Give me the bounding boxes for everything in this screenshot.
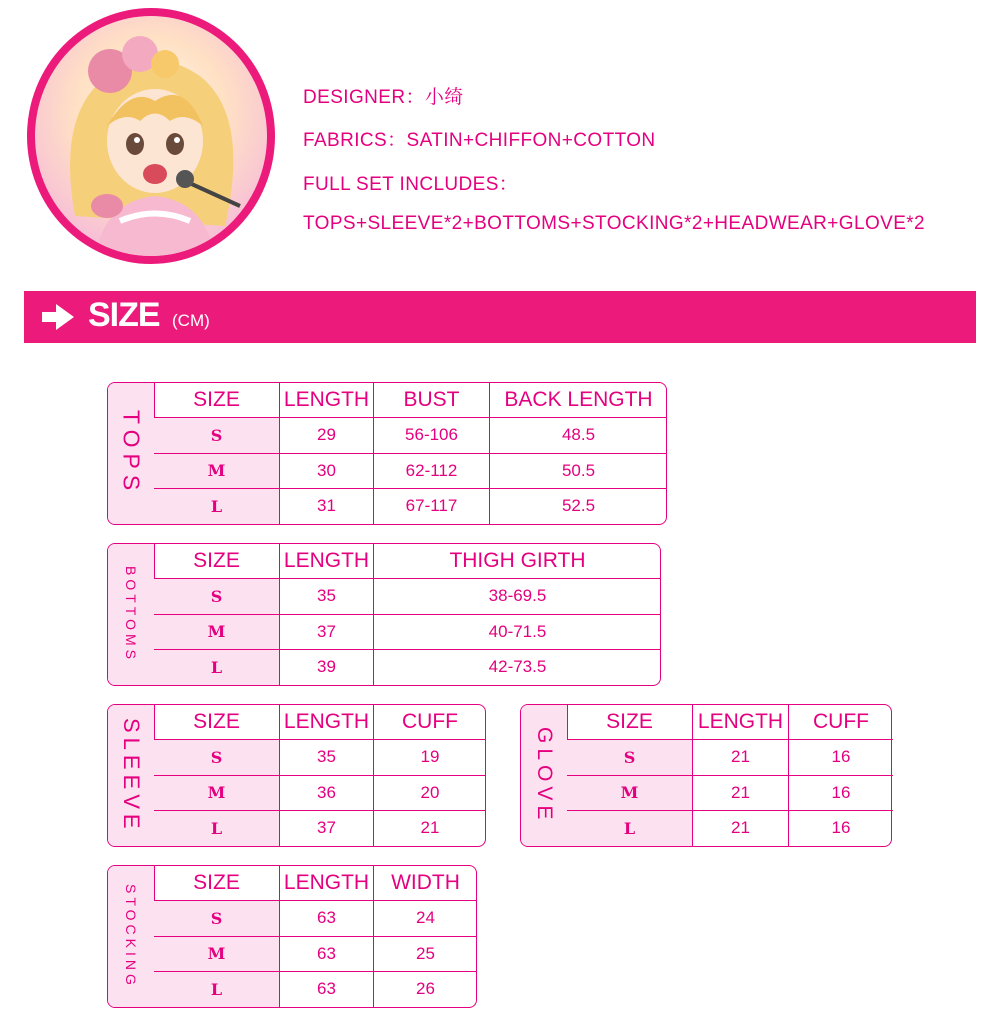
column-header: BUST — [374, 383, 490, 418]
column-header: SIZE — [567, 705, 693, 740]
table-cell: 39 — [280, 650, 374, 685]
column-header: LENGTH — [280, 866, 374, 901]
column-header: CUFF — [374, 705, 486, 740]
table-cell: 16 — [789, 740, 893, 775]
table-cell: 25 — [374, 937, 477, 972]
character-illustration — [35, 16, 267, 256]
table-cell: 36 — [280, 776, 374, 811]
table-cell: 52.5 — [561, 496, 596, 516]
table-cell: 37 — [280, 811, 374, 846]
column-header: SIZE — [154, 866, 280, 901]
glove-size-table — [520, 704, 892, 847]
size-cell: S — [154, 418, 280, 453]
set-items-text: TOPS+SLEEVE*2+BOTTOMS+STOCKING*2+HEADWEAR+GLOVE*2 — [303, 213, 926, 234]
size-cell: S — [154, 740, 280, 775]
size-cell: L — [154, 650, 280, 685]
table-cell: 21 — [693, 776, 789, 811]
table-cell: 38-69.5 — [374, 579, 661, 614]
glove-table-label: GLOVE — [521, 705, 568, 846]
size-cell: S — [154, 901, 280, 936]
size-cell: S — [567, 740, 693, 775]
column-header: SIZE — [154, 705, 280, 740]
table-cell: 35 — [280, 740, 374, 775]
table-cell: 63 — [280, 972, 374, 1007]
table-cell: 63 — [280, 937, 374, 972]
table-cell: 21 — [693, 740, 789, 775]
tops-size-table — [107, 382, 667, 525]
size-cell: L — [154, 972, 280, 1007]
table-cell: 21 — [693, 811, 789, 846]
column-header: LENGTH — [280, 544, 374, 579]
table-cell: 62-112 — [374, 454, 490, 489]
column-header: SIZE — [154, 383, 280, 418]
size-banner — [24, 291, 976, 343]
column-header: THIGH GIRTH — [374, 544, 661, 579]
table-cell: 21 — [420, 818, 440, 838]
sleeve-table-label: SLEEVE — [108, 705, 155, 846]
size-cell: L — [567, 811, 693, 846]
size-cell: S — [154, 579, 280, 614]
column-header: WIDTH — [374, 866, 477, 901]
table-cell: 20 — [374, 776, 486, 811]
table-cell: 31 — [280, 489, 374, 524]
bottoms-table-label: BOTTOMS — [108, 544, 155, 685]
fabrics-text: FABRICS：SATIN+CHIFFON+COTTON — [303, 130, 656, 151]
tops-table-label: TOPS — [108, 383, 155, 524]
stocking-table-label: STOCKING — [108, 866, 155, 1007]
size-banner-unit: (CM) — [172, 311, 210, 330]
size-cell: M — [154, 615, 280, 650]
table-cell: 48.5 — [490, 418, 667, 453]
size-cell: L — [154, 489, 280, 524]
table-cell: 35 — [280, 579, 374, 614]
size-cell: L — [154, 811, 280, 846]
table-cell: 40-71.5 — [374, 615, 661, 650]
column-header: LENGTH — [280, 383, 374, 418]
bottoms-size-table — [107, 543, 661, 686]
arrow-right-icon — [40, 302, 76, 332]
table-cell: 19 — [374, 740, 486, 775]
column-header: LENGTH — [693, 705, 789, 740]
table-cell: 42-73.5 — [488, 657, 547, 677]
column-header: SIZE — [154, 544, 280, 579]
table-cell: 63 — [280, 901, 374, 936]
table-cell: 16 — [789, 776, 893, 811]
table-cell: 16 — [831, 818, 851, 838]
size-cell: M — [154, 937, 280, 972]
sleeve-size-table — [107, 704, 486, 847]
column-header: LENGTH — [280, 705, 374, 740]
table-cell: 26 — [416, 979, 435, 999]
size-cell: M — [567, 776, 693, 811]
table-cell: 30 — [280, 454, 374, 489]
full-set-text: FULL SET INCLUDES： — [303, 174, 519, 195]
column-header: CUFF — [789, 705, 893, 740]
size-banner-title: SIZE — [88, 296, 160, 334]
column-header: BACK LENGTH — [490, 383, 667, 418]
table-cell: 29 — [280, 418, 374, 453]
designer-text: DESIGNER：小绮 — [303, 87, 464, 108]
character-avatar — [27, 8, 275, 264]
size-cell: M — [154, 454, 280, 489]
table-cell: 56-106 — [374, 418, 490, 453]
table-cell: 24 — [374, 901, 477, 936]
table-cell: 50.5 — [490, 454, 667, 489]
size-cell: M — [154, 776, 280, 811]
stocking-size-table — [107, 865, 477, 1008]
table-cell: 37 — [280, 615, 374, 650]
table-cell: 67-117 — [374, 489, 490, 524]
